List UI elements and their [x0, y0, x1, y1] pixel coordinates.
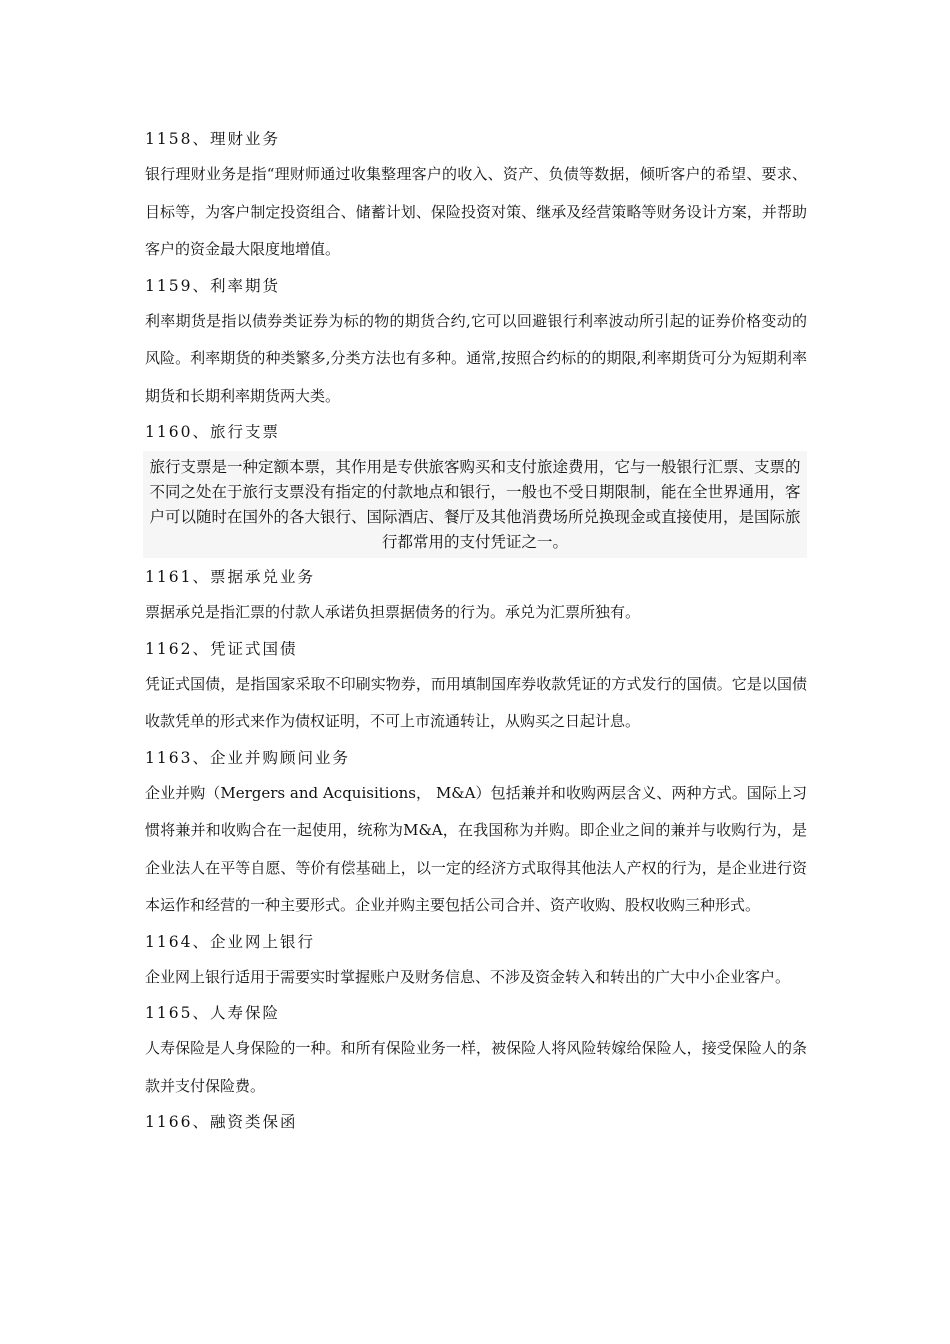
section-heading-1164: 1164、企业网上银行 — [145, 932, 315, 951]
section-body-1160: 旅行支票是一种定额本票，其作用是专供旅客购买和支付旅途费用，它与一般银行汇票、支票的不同之处在于旅行支票没有指定的付款地点和银行，一般也不受日期限制，能在全世界通用，客户可以随时在国外的各大银行、国际酒店、餐厅及其他消费场所兑换现金或直接使用，是国际旅行都常用的支付凭证之一。 — [143, 451, 807, 558]
section-heading-1161: 1161、票据承兑业务 — [145, 568, 315, 586]
section-body-1158: 银行理财业务是指“理财师通过收集整理客户的收入、资产、负债等数据，倾听客户的希望、要求、目标等，为客户制定投资组合、储蓄计划、保险投资对策、继承及经营策略等财务设计方案，并帮助客户的资金最大限度地增值。 — [145, 165, 807, 258]
section-body-1162: 凭证式国债，是指国家采取不印刷实物券，而用填制国库券收款凭证的方式发行的国债。它是以国债收款凭单的形式来作为债权证明，不可上市流通转让，从购买之日起计息。 — [145, 674, 807, 730]
section-heading-1163: 1163、企业并购顾问业务 — [145, 748, 350, 767]
section-body-1165: 人寿保险是人身保险的一种。和所有保险业务一样，被保险人将风险转嫁给保险人，接受保险人的条款并支付保险费。 — [145, 1039, 807, 1095]
section-heading-1165: 1165、人寿保险 — [145, 1004, 280, 1022]
section-body-1161: 票据承兑是指汇票的付款人承诺负担票据债务的行为。承兑为汇票所独有。 — [145, 603, 641, 621]
document-page — [145, 122, 807, 1139]
section-heading-1162: 1162、凭证式国债 — [145, 639, 298, 658]
section-body-1159: 利率期货是指以债券类证券为标的物的期货合约,它可以回避银行利率波动所引起的证券价格变动的风险。利率期货的种类繁多,分类方法也有多种。通常,按照合约标的的期限,利率期货可分为短期利率期货和长期利率期货两大类。 — [145, 311, 807, 405]
section-heading-1160: 1160、旅行支票 — [145, 423, 280, 441]
section-body-1164: 企业网上银行适用于需要实时掌握账户及财务信息、不涉及资金转入和转出的广大中小企业客户。 — [145, 967, 791, 986]
section-heading-1158: 1158、理财业务 — [145, 130, 280, 148]
section-heading-1166: 1166、融资类保函 — [145, 1113, 298, 1131]
section-body-1163: 企业并购（Mergers and Acquisitions， M&A）包括兼并和收购两层含义、两种方式。国际上习惯将兼并和收购合在一起使用，统称为M&A，在我国称为并购。即企业之间的兼并与收购行为，是企业法人在平等自愿、等价有偿基础上，以一定的经济方式取得其他法人产权的行为，是企业进行资本运作和经营的一种主要形式。企业并购主要包括公司合并、资产收购、股权收购三种形式。 — [145, 783, 807, 914]
section-heading-1159: 1159、利率期货 — [145, 276, 280, 295]
